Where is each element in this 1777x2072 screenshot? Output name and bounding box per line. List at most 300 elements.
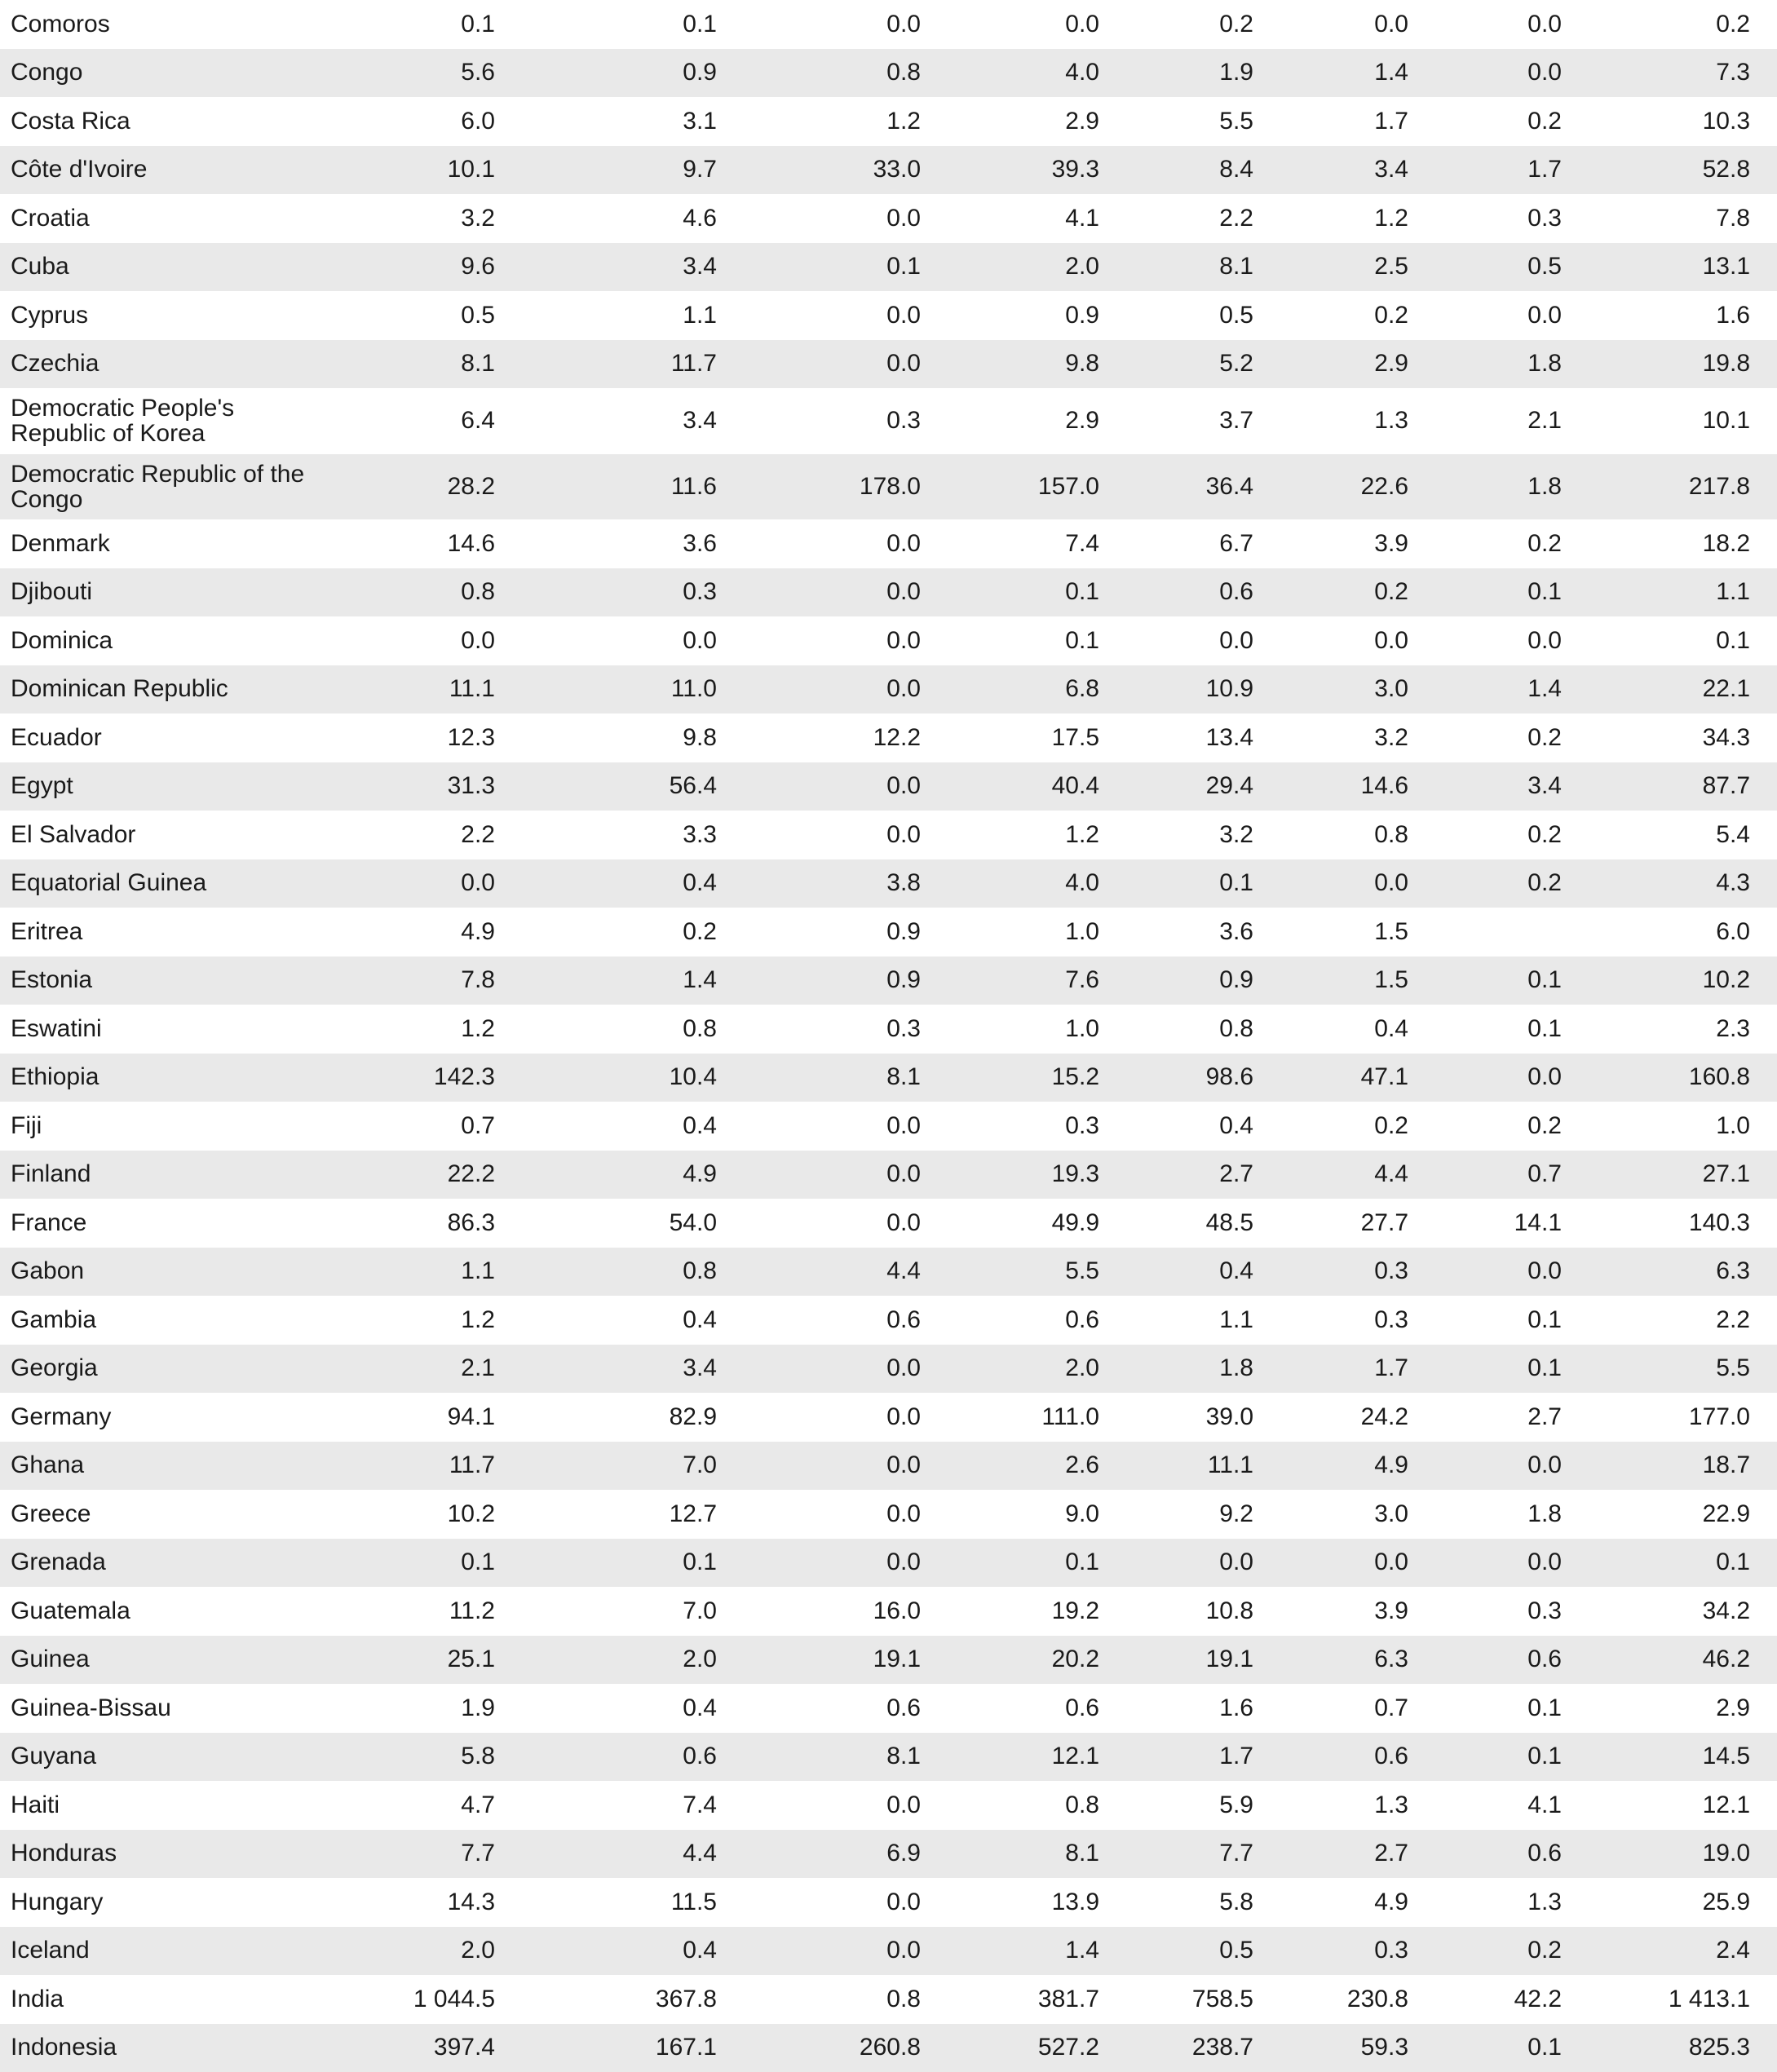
value-cell-col-7: 0.0 [1435, 291, 1589, 340]
table-row [0, 1151, 1777, 1199]
value-cell-col-5: 0.4 [1126, 1248, 1280, 1297]
value-cell-col-5: 11.1 [1126, 1442, 1280, 1491]
value-cell-col-7: 0.1 [1435, 1345, 1589, 1394]
value-cell-col-8: 160.8 [1589, 1054, 1777, 1102]
value-cell-col-3: 0.0 [744, 1539, 948, 1588]
table-row [0, 1587, 1777, 1636]
table-row [0, 194, 1777, 243]
value-cell-col-6: 0.3 [1280, 1927, 1435, 1976]
value-cell-col-1: 11.2 [343, 1587, 522, 1636]
value-cell-col-6: 3.0 [1280, 1490, 1435, 1539]
value-cell-col-1: 4.7 [343, 1781, 522, 1830]
value-cell-col-1: 10.2 [343, 1490, 522, 1539]
value-cell-col-6: 2.7 [1280, 1830, 1435, 1879]
value-cell-col-2: 10.4 [522, 1054, 744, 1102]
value-cell-col-2: 54.0 [522, 1199, 744, 1248]
value-cell-col-1: 1 044.5 [343, 1975, 522, 2024]
value-cell-col-3: 0.0 [744, 1151, 948, 1199]
value-cell-col-4: 157.0 [948, 454, 1126, 520]
value-cell-col-8: 0.1 [1589, 616, 1777, 665]
value-cell-col-6: 0.2 [1280, 291, 1435, 340]
value-cell-col-8: 1.1 [1589, 568, 1777, 617]
value-cell-col-7: 1.8 [1435, 1490, 1589, 1539]
value-cell-col-2: 0.4 [522, 1102, 744, 1151]
value-cell-col-1: 6.4 [343, 388, 522, 454]
value-cell-col-6: 0.0 [1280, 1539, 1435, 1588]
value-cell-col-3: 0.9 [744, 908, 948, 956]
value-cell-col-5: 5.8 [1126, 1878, 1280, 1927]
value-cell-col-7: 0.1 [1435, 568, 1589, 617]
value-cell-col-2: 167.1 [522, 2024, 744, 2072]
value-cell-col-3: 6.9 [744, 1830, 948, 1879]
value-cell-col-4: 7.4 [948, 519, 1126, 568]
value-cell-col-4: 17.5 [948, 713, 1126, 762]
country-name-cell: Estonia [0, 956, 343, 1005]
value-cell-col-1: 9.6 [343, 243, 522, 292]
value-cell-col-7 [1435, 908, 1589, 956]
value-cell-col-4: 0.6 [948, 1684, 1126, 1733]
value-cell-col-1: 2.1 [343, 1345, 522, 1394]
country-name-cell: Grenada [0, 1539, 343, 1588]
country-name-cell: Fiji [0, 1102, 343, 1151]
value-cell-col-7: 0.0 [1435, 0, 1589, 49]
value-cell-col-7: 0.1 [1435, 1005, 1589, 1054]
value-cell-col-5: 1.8 [1126, 1345, 1280, 1394]
value-cell-col-6: 0.3 [1280, 1296, 1435, 1345]
country-name-cell: Guyana [0, 1733, 343, 1782]
value-cell-col-2: 0.9 [522, 49, 744, 98]
value-cell-col-1: 7.8 [343, 956, 522, 1005]
table-row [0, 2024, 1777, 2072]
value-cell-col-4: 15.2 [948, 1054, 1126, 1102]
value-cell-col-8: 22.9 [1589, 1490, 1777, 1539]
table-row [0, 1927, 1777, 1976]
country-name-cell: Haiti [0, 1781, 343, 1830]
value-cell-col-7: 0.2 [1435, 1927, 1589, 1976]
value-cell-col-8: 27.1 [1589, 1151, 1777, 1199]
value-cell-col-3: 0.0 [744, 665, 948, 714]
value-cell-col-3: 0.8 [744, 1975, 948, 2024]
country-name-cell: Dominica [0, 616, 343, 665]
value-cell-col-2: 0.4 [522, 859, 744, 908]
value-cell-col-5: 0.9 [1126, 956, 1280, 1005]
country-name-cell: Eswatini [0, 1005, 343, 1054]
value-cell-col-4: 1.2 [948, 811, 1126, 859]
value-cell-col-1: 86.3 [343, 1199, 522, 1248]
value-cell-col-8: 12.1 [1589, 1781, 1777, 1830]
country-name-cell: Egypt [0, 762, 343, 811]
value-cell-col-3: 0.0 [744, 519, 948, 568]
value-cell-col-6: 1.7 [1280, 97, 1435, 146]
table-row [0, 859, 1777, 908]
country-name-cell: Equatorial Guinea [0, 859, 343, 908]
value-cell-col-7: 4.1 [1435, 1781, 1589, 1830]
value-cell-col-6: 1.5 [1280, 956, 1435, 1005]
value-cell-col-3: 0.0 [744, 1878, 948, 1927]
table-row [0, 1539, 1777, 1588]
value-cell-col-6: 24.2 [1280, 1393, 1435, 1442]
value-cell-col-7: 0.0 [1435, 1054, 1589, 1102]
value-cell-col-4: 13.9 [948, 1878, 1126, 1927]
table-row [0, 1296, 1777, 1345]
table-row [0, 1684, 1777, 1733]
value-cell-col-3: 0.1 [744, 243, 948, 292]
value-cell-col-5: 238.7 [1126, 2024, 1280, 2072]
value-cell-col-3: 4.4 [744, 1248, 948, 1297]
value-cell-col-7: 0.7 [1435, 1151, 1589, 1199]
value-cell-col-6: 3.0 [1280, 665, 1435, 714]
value-cell-col-1: 1.9 [343, 1684, 522, 1733]
value-cell-col-4: 2.0 [948, 1345, 1126, 1394]
value-cell-col-2: 9.7 [522, 146, 744, 195]
country-name-cell: Greece [0, 1490, 343, 1539]
table-row [0, 1878, 1777, 1927]
value-cell-col-2: 11.0 [522, 665, 744, 714]
value-cell-col-5: 1.6 [1126, 1684, 1280, 1733]
value-cell-col-8: 25.9 [1589, 1878, 1777, 1927]
country-name-cell: Georgia [0, 1345, 343, 1394]
value-cell-col-4: 527.2 [948, 2024, 1126, 2072]
value-cell-col-8: 52.8 [1589, 146, 1777, 195]
country-name-cell: Guinea-Bissau [0, 1684, 343, 1733]
value-cell-col-5: 0.8 [1126, 1005, 1280, 1054]
value-cell-col-7: 0.0 [1435, 1442, 1589, 1491]
value-cell-col-1: 0.8 [343, 568, 522, 617]
table-row [0, 1781, 1777, 1830]
value-cell-col-6: 1.7 [1280, 1345, 1435, 1394]
value-cell-col-5: 48.5 [1126, 1199, 1280, 1248]
value-cell-col-3: 0.0 [744, 0, 948, 49]
value-cell-col-1: 14.6 [343, 519, 522, 568]
value-cell-col-3: 0.0 [744, 340, 948, 389]
value-cell-col-7: 0.2 [1435, 811, 1589, 859]
value-cell-col-5: 5.5 [1126, 97, 1280, 146]
value-cell-col-2: 9.8 [522, 713, 744, 762]
value-cell-col-8: 18.2 [1589, 519, 1777, 568]
table-row [0, 1199, 1777, 1248]
value-cell-col-2: 12.7 [522, 1490, 744, 1539]
value-cell-col-7: 0.5 [1435, 243, 1589, 292]
country-name-cell: India [0, 1975, 343, 2024]
table-row [0, 388, 1777, 454]
value-cell-col-8: 10.2 [1589, 956, 1777, 1005]
value-cell-col-2: 7.0 [522, 1587, 744, 1636]
table-row [0, 908, 1777, 956]
table-row [0, 146, 1777, 195]
table-row [0, 1830, 1777, 1879]
table-row [0, 616, 1777, 665]
value-cell-col-3: 8.1 [744, 1733, 948, 1782]
value-cell-col-5: 3.6 [1126, 908, 1280, 956]
value-cell-col-2: 1.1 [522, 291, 744, 340]
value-cell-col-5: 29.4 [1126, 762, 1280, 811]
value-cell-col-6: 1.2 [1280, 194, 1435, 243]
value-cell-col-8: 825.3 [1589, 2024, 1777, 2072]
value-cell-col-3: 16.0 [744, 1587, 948, 1636]
value-cell-col-1: 5.8 [343, 1733, 522, 1782]
country-name-cell: Czechia [0, 340, 343, 389]
value-cell-col-2: 7.0 [522, 1442, 744, 1491]
value-cell-col-7: 0.1 [1435, 2024, 1589, 2072]
table-row [0, 762, 1777, 811]
value-cell-col-3: 0.0 [744, 1199, 948, 1248]
value-cell-col-8: 46.2 [1589, 1636, 1777, 1685]
value-cell-col-1: 142.3 [343, 1054, 522, 1102]
value-cell-col-3: 0.0 [744, 1927, 948, 1976]
value-cell-col-4: 9.8 [948, 340, 1126, 389]
value-cell-col-2: 3.4 [522, 1345, 744, 1394]
value-cell-col-4: 6.8 [948, 665, 1126, 714]
value-cell-col-3: 12.2 [744, 713, 948, 762]
value-cell-col-3: 0.0 [744, 1781, 948, 1830]
value-cell-col-7: 2.1 [1435, 388, 1589, 454]
table-row [0, 713, 1777, 762]
value-cell-col-4: 19.2 [948, 1587, 1126, 1636]
value-cell-col-3: 1.2 [744, 97, 948, 146]
value-cell-col-2: 3.1 [522, 97, 744, 146]
value-cell-col-8: 140.3 [1589, 1199, 1777, 1248]
country-name-cell: Ethiopia [0, 1054, 343, 1102]
value-cell-col-8: 7.8 [1589, 194, 1777, 243]
value-cell-col-8: 22.1 [1589, 665, 1777, 714]
value-cell-col-1: 22.2 [343, 1151, 522, 1199]
value-cell-col-3: 19.1 [744, 1636, 948, 1685]
country-name-cell: Côte d'Ivoire [0, 146, 343, 195]
value-cell-col-5: 6.7 [1126, 519, 1280, 568]
value-cell-col-4: 0.6 [948, 1296, 1126, 1345]
value-cell-col-6: 4.9 [1280, 1442, 1435, 1491]
value-cell-col-1: 2.2 [343, 811, 522, 859]
value-cell-col-7: 0.0 [1435, 49, 1589, 98]
value-cell-col-1: 0.5 [343, 291, 522, 340]
value-cell-col-2: 3.3 [522, 811, 744, 859]
country-name-cell: Ecuador [0, 713, 343, 762]
value-cell-col-8: 34.3 [1589, 713, 1777, 762]
value-cell-col-7: 2.7 [1435, 1393, 1589, 1442]
value-cell-col-7: 42.2 [1435, 1975, 1589, 2024]
value-cell-col-8: 10.1 [1589, 388, 1777, 454]
country-name-cell: Iceland [0, 1927, 343, 1976]
value-cell-col-1: 12.3 [343, 713, 522, 762]
value-cell-col-4: 0.1 [948, 616, 1126, 665]
value-cell-col-6: 2.5 [1280, 243, 1435, 292]
value-cell-col-5: 9.2 [1126, 1490, 1280, 1539]
value-cell-col-8: 217.8 [1589, 454, 1777, 520]
value-cell-col-2: 0.2 [522, 908, 744, 956]
value-cell-col-3: 0.6 [744, 1296, 948, 1345]
value-cell-col-1: 397.4 [343, 2024, 522, 2072]
value-cell-col-3: 0.3 [744, 1005, 948, 1054]
value-cell-col-7: 0.0 [1435, 616, 1589, 665]
value-cell-col-8: 1 413.1 [1589, 1975, 1777, 2024]
value-cell-col-6: 4.4 [1280, 1151, 1435, 1199]
value-cell-col-4: 2.6 [948, 1442, 1126, 1491]
value-cell-col-1: 0.0 [343, 616, 522, 665]
table-row [0, 1005, 1777, 1054]
value-cell-col-2: 0.8 [522, 1248, 744, 1297]
value-cell-col-8: 2.9 [1589, 1684, 1777, 1733]
country-name-cell: Eritrea [0, 908, 343, 956]
value-cell-col-5: 36.4 [1126, 454, 1280, 520]
value-cell-col-5: 3.2 [1126, 811, 1280, 859]
table-row [0, 1636, 1777, 1685]
value-cell-col-5: 0.6 [1126, 568, 1280, 617]
country-name-cell: Ghana [0, 1442, 343, 1491]
value-cell-col-1: 0.0 [343, 859, 522, 908]
table-row [0, 1054, 1777, 1102]
value-cell-col-2: 0.4 [522, 1927, 744, 1976]
value-cell-col-5: 0.0 [1126, 616, 1280, 665]
value-cell-col-2: 0.3 [522, 568, 744, 617]
value-cell-col-1: 5.6 [343, 49, 522, 98]
value-cell-col-7: 0.3 [1435, 194, 1589, 243]
value-cell-col-4: 40.4 [948, 762, 1126, 811]
value-cell-col-1: 4.9 [343, 908, 522, 956]
value-cell-col-6: 0.0 [1280, 616, 1435, 665]
value-cell-col-6: 14.6 [1280, 762, 1435, 811]
value-cell-col-5: 39.0 [1126, 1393, 1280, 1442]
value-cell-col-7: 0.2 [1435, 859, 1589, 908]
value-cell-col-7: 14.1 [1435, 1199, 1589, 1248]
value-cell-col-2: 4.9 [522, 1151, 744, 1199]
value-cell-col-6: 1.5 [1280, 908, 1435, 956]
value-cell-col-2: 0.8 [522, 1005, 744, 1054]
value-cell-col-8: 19.0 [1589, 1830, 1777, 1879]
value-cell-col-2: 4.4 [522, 1830, 744, 1879]
value-cell-col-6: 3.2 [1280, 713, 1435, 762]
value-cell-col-6: 0.2 [1280, 568, 1435, 617]
value-cell-col-5: 0.5 [1126, 1927, 1280, 1976]
value-cell-col-8: 4.3 [1589, 859, 1777, 908]
value-cell-col-8: 0.2 [1589, 0, 1777, 49]
value-cell-col-3: 0.0 [744, 1102, 948, 1151]
table-row [0, 665, 1777, 714]
value-cell-col-5: 0.2 [1126, 0, 1280, 49]
value-cell-col-1: 7.7 [343, 1830, 522, 1879]
value-cell-col-7: 0.1 [1435, 956, 1589, 1005]
country-name-cell: Cuba [0, 243, 343, 292]
value-cell-col-3: 0.0 [744, 1345, 948, 1394]
value-cell-col-5: 8.4 [1126, 146, 1280, 195]
country-name-cell: Finland [0, 1151, 343, 1199]
value-cell-col-6: 1.3 [1280, 1781, 1435, 1830]
value-cell-col-5: 0.4 [1126, 1102, 1280, 1151]
value-cell-col-4: 9.0 [948, 1490, 1126, 1539]
value-cell-col-4: 111.0 [948, 1393, 1126, 1442]
value-cell-col-7: 1.8 [1435, 454, 1589, 520]
value-cell-col-4: 39.3 [948, 146, 1126, 195]
value-cell-col-7: 0.0 [1435, 1248, 1589, 1297]
value-cell-col-2: 3.6 [522, 519, 744, 568]
value-cell-col-5: 13.4 [1126, 713, 1280, 762]
table-row [0, 1975, 1777, 2024]
value-cell-col-4: 381.7 [948, 1975, 1126, 2024]
value-cell-col-3: 260.8 [744, 2024, 948, 2072]
value-cell-col-8: 87.7 [1589, 762, 1777, 811]
value-cell-col-1: 0.1 [343, 0, 522, 49]
value-cell-col-2: 7.4 [522, 1781, 744, 1830]
value-cell-col-7: 0.1 [1435, 1733, 1589, 1782]
value-cell-col-6: 0.0 [1280, 859, 1435, 908]
value-cell-col-5: 10.8 [1126, 1587, 1280, 1636]
table-row [0, 1248, 1777, 1297]
value-cell-col-5: 2.7 [1126, 1151, 1280, 1199]
value-cell-col-4: 0.3 [948, 1102, 1126, 1151]
table-row [0, 1442, 1777, 1491]
value-cell-col-5: 5.9 [1126, 1781, 1280, 1830]
value-cell-col-7: 0.2 [1435, 1102, 1589, 1151]
value-cell-col-7: 3.4 [1435, 762, 1589, 811]
value-cell-col-4: 20.2 [948, 1636, 1126, 1685]
value-cell-col-6: 59.3 [1280, 2024, 1435, 2072]
value-cell-col-7: 0.2 [1435, 97, 1589, 146]
value-cell-col-6: 3.9 [1280, 519, 1435, 568]
country-name-cell: Dominican Republic [0, 665, 343, 714]
value-cell-col-5: 98.6 [1126, 1054, 1280, 1102]
value-cell-col-4: 2.0 [948, 243, 1126, 292]
value-cell-col-1: 25.1 [343, 1636, 522, 1685]
value-cell-col-3: 0.0 [744, 291, 948, 340]
value-cell-col-4: 1.4 [948, 1927, 1126, 1976]
value-cell-col-6: 0.4 [1280, 1005, 1435, 1054]
value-cell-col-8: 18.7 [1589, 1442, 1777, 1491]
value-cell-col-2: 11.5 [522, 1878, 744, 1927]
value-cell-col-8: 10.3 [1589, 97, 1777, 146]
table-row [0, 956, 1777, 1005]
value-cell-col-4: 1.0 [948, 1005, 1126, 1054]
value-cell-col-3: 0.0 [744, 194, 948, 243]
value-cell-col-8: 6.3 [1589, 1248, 1777, 1297]
value-cell-col-7: 1.4 [1435, 665, 1589, 714]
table-row [0, 97, 1777, 146]
value-cell-col-5: 1.9 [1126, 49, 1280, 98]
value-cell-col-2: 3.4 [522, 243, 744, 292]
value-cell-col-6: 0.7 [1280, 1684, 1435, 1733]
value-cell-col-5: 0.0 [1126, 1539, 1280, 1588]
value-cell-col-7: 0.1 [1435, 1684, 1589, 1733]
value-cell-col-4: 4.1 [948, 194, 1126, 243]
value-cell-col-1: 1.2 [343, 1296, 522, 1345]
value-cell-col-4: 5.5 [948, 1248, 1126, 1297]
value-cell-col-2: 0.4 [522, 1296, 744, 1345]
value-cell-col-4: 8.1 [948, 1830, 1126, 1879]
table-row [0, 243, 1777, 292]
country-name-cell: France [0, 1199, 343, 1248]
value-cell-col-5: 0.1 [1126, 859, 1280, 908]
value-cell-col-2: 0.1 [522, 0, 744, 49]
value-cell-col-1: 1.2 [343, 1005, 522, 1054]
value-cell-col-2: 11.7 [522, 340, 744, 389]
value-cell-col-3: 0.6 [744, 1684, 948, 1733]
value-cell-col-7: 0.0 [1435, 1539, 1589, 1588]
value-cell-col-2: 2.0 [522, 1636, 744, 1685]
country-name-cell: Gabon [0, 1248, 343, 1297]
table-row [0, 1733, 1777, 1782]
value-cell-col-1: 3.2 [343, 194, 522, 243]
value-cell-col-7: 0.2 [1435, 713, 1589, 762]
value-cell-col-2: 1.4 [522, 956, 744, 1005]
value-cell-col-4: 2.9 [948, 388, 1126, 454]
value-cell-col-8: 34.2 [1589, 1587, 1777, 1636]
value-cell-col-6: 0.6 [1280, 1733, 1435, 1782]
value-cell-col-4: 0.1 [948, 568, 1126, 617]
value-cell-col-3: 0.0 [744, 1393, 948, 1442]
value-cell-col-6: 3.9 [1280, 1587, 1435, 1636]
country-name-cell: Gambia [0, 1296, 343, 1345]
table-row [0, 454, 1777, 520]
value-cell-col-3: 0.0 [744, 762, 948, 811]
value-cell-col-2: 367.8 [522, 1975, 744, 2024]
